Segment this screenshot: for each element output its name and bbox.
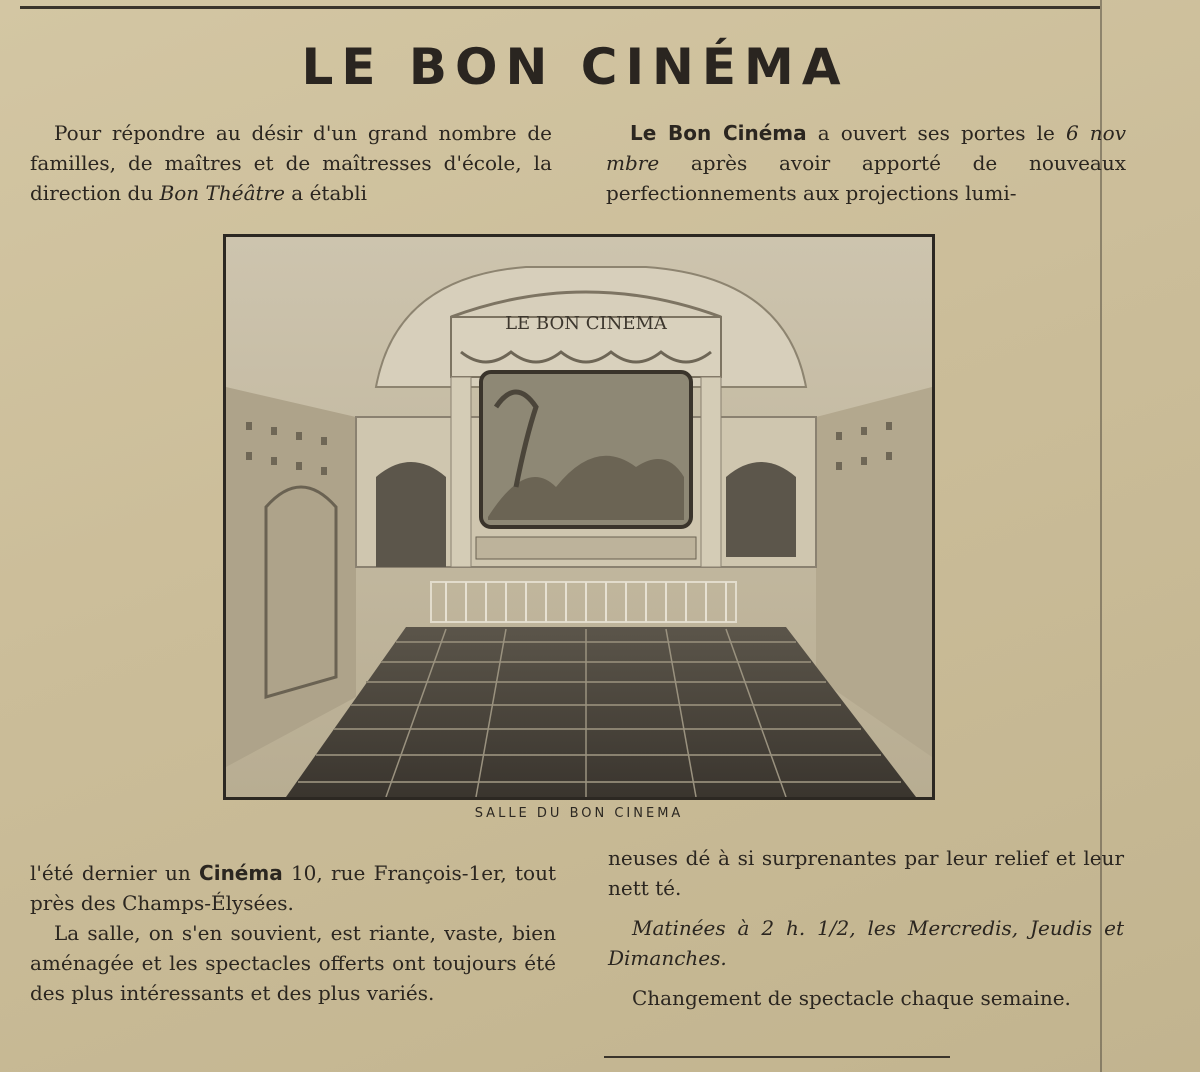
bon-theatre-name: Bon Théâtre xyxy=(159,181,285,205)
projection-text: neuses dé à si surprenantes par leur relief et leur nett té. xyxy=(608,846,1124,900)
matinee-schedule: Matinées à 2 h. 1/2, les Mercredis, Jeudis et Dimanches. xyxy=(608,916,1124,970)
opening-text-end: après avoir apporté de nouveaux perfectionnements aux projections lumi- xyxy=(606,151,1126,205)
cinema-hall-photo xyxy=(223,234,935,800)
photo-caption: SALLE DU BON CINEMA xyxy=(474,806,684,821)
hall-description: La salle, on s'en souvient, est riante, vaste, bien aménagée et les spectacles offerts ont toujours été des plus intéressants et des plus variés. xyxy=(30,921,556,1005)
column-3-body xyxy=(30,858,556,1008)
column-2-intro xyxy=(606,118,1126,208)
top-rule xyxy=(20,6,1100,9)
program-change-note: Changement de spectacle chaque semaine. xyxy=(632,986,1071,1010)
intro-text: Pour répondre au désir d'un grand nombre de familles, de maîtres et de maîtresses d'école, la direction du xyxy=(30,121,552,205)
column-4-body xyxy=(608,843,1124,1023)
opening-text: a ouvert ses portes le xyxy=(806,121,1066,145)
column-1-intro xyxy=(30,118,552,208)
article-title: LE BON CINÉMA xyxy=(301,38,849,96)
intro-text-end: a établi xyxy=(284,181,367,205)
address-text: 10, rue François-1er, tout près des Champs-Élysées. xyxy=(30,861,557,915)
cinema-hall-illustration xyxy=(226,237,932,797)
bottom-rule xyxy=(604,1056,950,1058)
body-text: l'été dernier un xyxy=(30,861,200,885)
brand-name: Le Bon Cinéma xyxy=(630,121,807,145)
cinema-sign-text: LE BON CINEMA xyxy=(505,313,667,334)
cinema-word: Cinéma xyxy=(199,861,283,885)
opening-date: 6 nov mbre xyxy=(606,121,1126,175)
